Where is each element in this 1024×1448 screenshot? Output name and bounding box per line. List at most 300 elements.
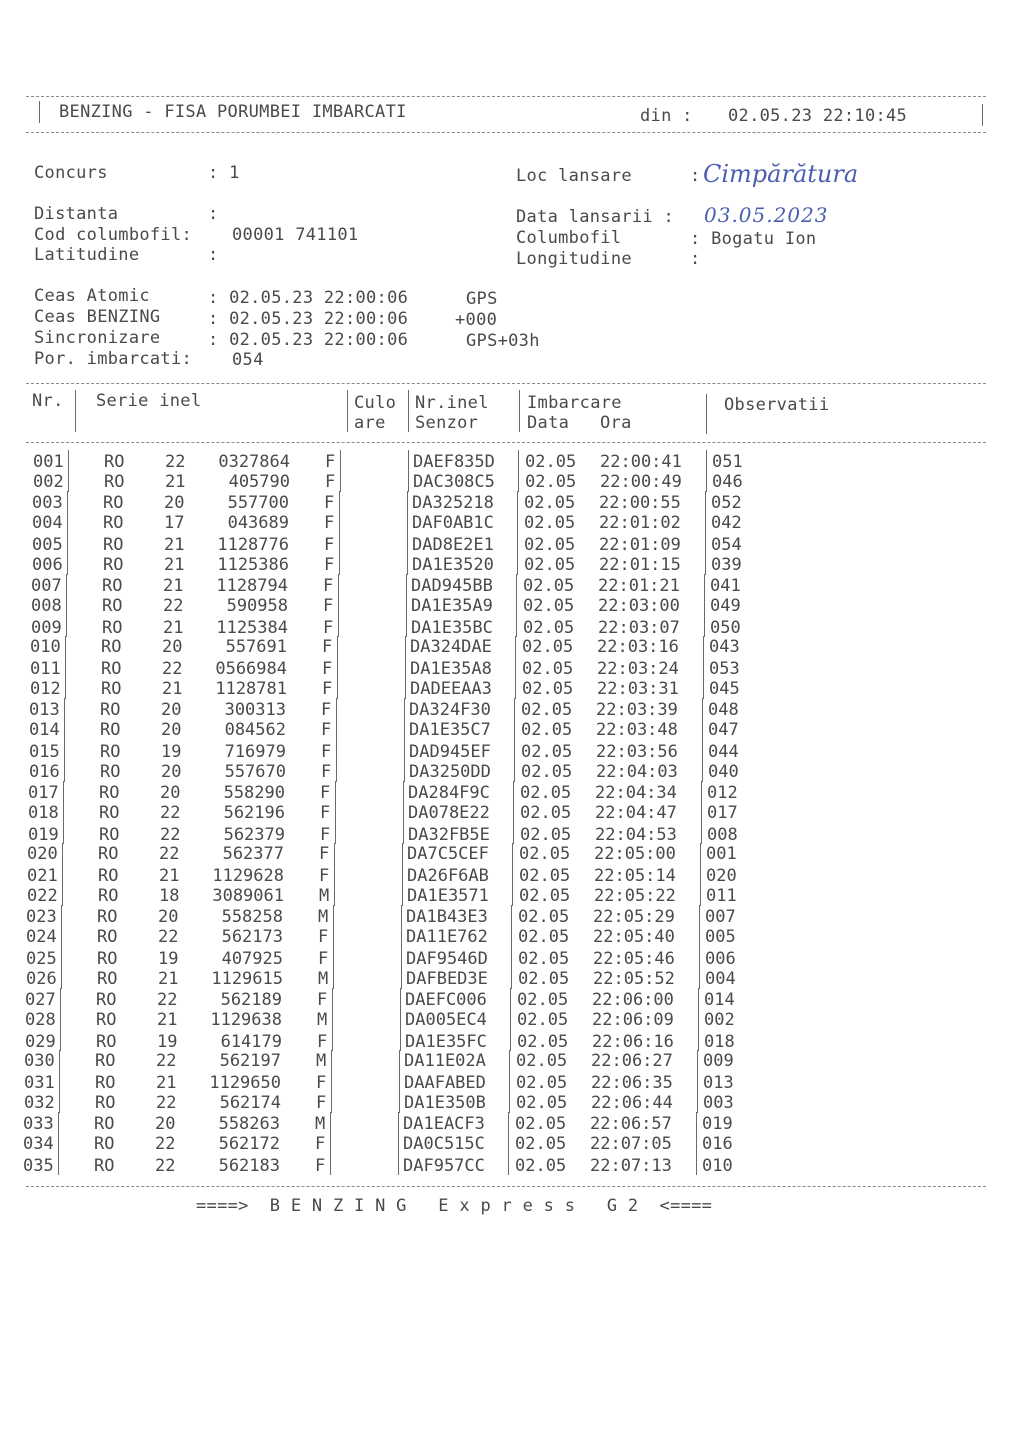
header-right-bar xyxy=(982,104,983,126)
row-divider xyxy=(407,554,408,575)
row-divider xyxy=(518,450,519,471)
row-divider xyxy=(705,554,706,575)
cell-sensor: DA078E22 xyxy=(408,802,490,823)
row-divider xyxy=(517,512,518,533)
row-divider xyxy=(66,616,67,637)
row-divider xyxy=(701,823,702,844)
table-row xyxy=(0,802,1024,823)
cell-country: RO xyxy=(97,968,118,989)
cell-sex: F xyxy=(317,990,328,1011)
cell-country: RO xyxy=(104,471,125,492)
cell-ring: 557700 xyxy=(227,493,289,514)
row-divider xyxy=(516,616,517,637)
cell-ring: 716979 xyxy=(224,741,286,762)
cell-sensor: DAF0AB1C xyxy=(412,513,494,534)
cell-nr: 023 xyxy=(26,907,57,928)
cell-time: 22:04:34 xyxy=(595,783,677,804)
cell-ring: 558290 xyxy=(223,783,285,804)
cell-sensor: DA005EC4 xyxy=(405,1009,487,1030)
cell-observatii: 050 xyxy=(710,617,741,638)
row-divider xyxy=(514,761,515,782)
row-divider xyxy=(59,1050,60,1071)
cell-sex: F xyxy=(323,617,334,638)
cell-nr: 001 xyxy=(33,452,64,472)
cell-date: 02.05 xyxy=(524,493,576,514)
table-row xyxy=(0,947,1024,968)
cell-date: 02.05 xyxy=(516,1073,568,1093)
col-ora: Ora xyxy=(600,413,632,433)
cell-sensor: DA284F9C xyxy=(408,783,490,804)
row-divider xyxy=(335,802,336,823)
cell-date: 02.05 xyxy=(523,576,575,597)
cell-sex: F xyxy=(321,761,332,782)
cell-year: 21 xyxy=(163,576,184,597)
cell-date: 02.05 xyxy=(522,659,574,679)
table-row xyxy=(0,512,1024,533)
data-lansarii-handwritten: 03.05.2023 xyxy=(704,203,829,227)
sincronizare-value: : 02.05.23 22:00:06 xyxy=(208,330,409,350)
cell-sex: F xyxy=(321,720,332,741)
row-divider xyxy=(407,512,408,533)
concurs-label: Concurs xyxy=(34,163,108,183)
cell-ring: 405790 xyxy=(228,471,290,492)
cell-sex: M xyxy=(318,907,329,928)
cell-country: RO xyxy=(102,617,123,638)
row-divider xyxy=(63,781,64,802)
row-divider xyxy=(58,1133,59,1154)
row-divider xyxy=(513,802,514,823)
date-value: 02.05.23 22:10:45 xyxy=(728,106,908,126)
row-divider xyxy=(399,1050,400,1071)
cell-country: RO xyxy=(99,824,120,845)
row-divider xyxy=(400,1030,401,1051)
cell-ring: 562197 xyxy=(219,1051,281,1072)
table-row xyxy=(0,1133,1024,1154)
row-divider xyxy=(338,616,339,637)
col-senzor: Senzor xyxy=(415,413,479,433)
row-divider xyxy=(516,595,517,616)
header-left-bar xyxy=(39,101,40,123)
row-divider xyxy=(509,1050,510,1071)
row-divider xyxy=(64,719,65,740)
cell-ring: 1129650 xyxy=(209,1073,281,1093)
row-divider xyxy=(696,1112,697,1133)
cell-date: 02.05 xyxy=(521,761,573,782)
cell-observatii: 008 xyxy=(707,824,738,845)
cell-time: 22:04:03 xyxy=(596,761,678,782)
row-divider xyxy=(331,1071,332,1092)
row-divider xyxy=(398,1154,399,1175)
row-divider xyxy=(340,450,341,471)
row-divider xyxy=(336,719,337,740)
cell-sex: F xyxy=(322,659,333,679)
table-row xyxy=(0,595,1024,616)
row-divider xyxy=(334,885,335,906)
cell-time: 22:00:49 xyxy=(600,471,682,492)
cell-year: 22 xyxy=(155,1155,176,1176)
row-divider xyxy=(699,905,700,926)
cell-ring: 557691 xyxy=(225,637,287,658)
cell-year: 20 xyxy=(161,720,182,741)
cell-observatii: 007 xyxy=(705,907,736,928)
cell-sensor: DAAFABED xyxy=(404,1073,486,1093)
cell-sex: F xyxy=(320,824,331,845)
cell-year: 22 xyxy=(159,844,180,865)
row-divider xyxy=(60,1009,61,1030)
cell-year: 21 xyxy=(164,554,185,575)
cell-sex: M xyxy=(319,885,330,906)
row-divider xyxy=(68,471,69,492)
cell-time: 22:01:15 xyxy=(599,554,681,575)
cell-ring: 562189 xyxy=(220,990,282,1011)
cell-ring: 1128781 xyxy=(215,678,287,699)
row-divider xyxy=(334,843,335,864)
document-title: BENZING - FISA PORUMBEI IMBARCATI xyxy=(59,102,407,122)
cell-sex: F xyxy=(318,948,329,969)
cell-nr: 018 xyxy=(28,802,59,823)
cell-date: 02.05 xyxy=(518,927,570,948)
cell-sensor: DA32FB5E xyxy=(408,824,490,845)
cod-columbofil-label: Cod columbofil: xyxy=(34,225,193,245)
cell-sensor: DADEEAA3 xyxy=(410,678,492,699)
cell-ring: 558263 xyxy=(218,1114,280,1135)
row-divider xyxy=(333,905,334,926)
cell-sensor: DAEFC006 xyxy=(405,990,487,1011)
cell-ring: 043689 xyxy=(227,513,289,534)
cell-nr: 013 xyxy=(29,700,60,721)
row-divider xyxy=(510,988,511,1009)
cell-year: 21 xyxy=(164,534,185,555)
cell-sensor: DA1E35FC xyxy=(405,1031,487,1052)
col-nr-inel: Nr.inel xyxy=(415,393,489,413)
date-label: din : xyxy=(640,106,693,126)
ceas-benzing-value: : 02.05.23 22:00:06 xyxy=(208,309,409,329)
row-divider xyxy=(702,698,703,719)
row-divider xyxy=(404,719,405,740)
cell-year: 20 xyxy=(155,1114,176,1135)
cell-ring: 562196 xyxy=(223,802,285,823)
cell-time: 22:05:52 xyxy=(593,968,675,989)
cell-country: RO xyxy=(101,659,122,679)
cell-observatii: 009 xyxy=(703,1051,734,1072)
cell-year: 22 xyxy=(156,1092,177,1113)
row-divider xyxy=(67,491,68,512)
table-row xyxy=(0,554,1024,575)
cell-time: 22:07:05 xyxy=(590,1134,672,1155)
cell-time: 22:03:48 xyxy=(596,720,678,741)
row-divider xyxy=(338,595,339,616)
col-divider xyxy=(706,394,707,434)
cell-time: 22:05:22 xyxy=(594,885,676,906)
cell-nr: 033 xyxy=(23,1114,54,1135)
cell-sex: F xyxy=(315,1155,326,1176)
cell-time: 22:06:09 xyxy=(592,1009,674,1030)
cell-observatii: 012 xyxy=(707,783,738,804)
cell-observatii: 054 xyxy=(711,534,742,555)
cell-ring: 407925 xyxy=(221,948,283,969)
table-row xyxy=(0,450,1024,471)
cell-ring: 1129628 xyxy=(212,866,284,886)
cell-nr: 015 xyxy=(29,741,60,762)
latitudine-value: : xyxy=(208,245,219,265)
cell-nr: 009 xyxy=(31,617,62,638)
header-bottom-rule xyxy=(26,132,986,133)
cell-sex: F xyxy=(325,471,336,492)
row-divider xyxy=(333,926,334,947)
cell-year: 19 xyxy=(158,948,179,969)
row-divider xyxy=(509,1092,510,1113)
cell-country: RO xyxy=(98,885,119,906)
row-divider xyxy=(514,740,515,761)
table-row xyxy=(0,740,1024,761)
col-divider xyxy=(408,390,409,432)
cell-time: 22:06:27 xyxy=(591,1051,673,1072)
cell-nr: 035 xyxy=(23,1155,54,1176)
row-divider xyxy=(402,885,403,906)
row-divider xyxy=(706,471,707,492)
cell-sex: M xyxy=(316,1051,327,1072)
cell-sex: F xyxy=(322,637,333,658)
cell-ring: 562377 xyxy=(222,844,284,865)
table-bottom-rule xyxy=(26,1186,986,1187)
cell-observatii: 048 xyxy=(708,700,739,721)
cell-ring: 614179 xyxy=(220,1031,282,1052)
row-divider xyxy=(700,864,701,885)
cell-date: 02.05 xyxy=(525,452,577,472)
table-row xyxy=(0,864,1024,885)
row-divider xyxy=(513,823,514,844)
cell-sex: F xyxy=(315,1134,326,1155)
row-divider xyxy=(338,574,339,595)
cell-time: 22:04:47 xyxy=(595,802,677,823)
cell-nr: 034 xyxy=(23,1134,54,1155)
table-row xyxy=(0,1009,1024,1030)
row-divider xyxy=(407,491,408,512)
cell-time: 22:05:40 xyxy=(593,927,675,948)
cell-ring: 1125384 xyxy=(216,617,288,638)
table-row xyxy=(0,636,1024,657)
row-divider xyxy=(704,574,705,595)
cell-time: 22:03:39 xyxy=(596,700,678,721)
table-row xyxy=(0,719,1024,740)
cell-date: 02.05 xyxy=(524,554,576,575)
row-divider xyxy=(700,885,701,906)
row-divider xyxy=(63,802,64,823)
cell-sensor: DAF957CC xyxy=(403,1155,485,1176)
cell-observatii: 005 xyxy=(705,927,736,948)
row-divider xyxy=(515,657,516,678)
row-divider xyxy=(408,450,409,471)
row-divider xyxy=(705,512,706,533)
cell-time: 22:06:16 xyxy=(592,1031,674,1052)
row-divider xyxy=(332,1009,333,1030)
cell-date: 02.05 xyxy=(520,824,572,845)
table-row xyxy=(0,1154,1024,1175)
cell-country: RO xyxy=(103,534,124,555)
row-divider xyxy=(406,616,407,637)
cell-observatii: 052 xyxy=(711,493,742,514)
row-divider xyxy=(61,968,62,989)
cell-year: 21 xyxy=(162,678,183,699)
cell-time: 22:03:24 xyxy=(597,659,679,679)
cell-observatii: 020 xyxy=(706,866,737,886)
cell-sex: F xyxy=(319,866,330,886)
cell-observatii: 049 xyxy=(710,595,741,616)
cell-observatii: 044 xyxy=(708,741,739,762)
cell-time: 22:00:41 xyxy=(600,452,682,472)
cell-sensor: DA11E762 xyxy=(406,927,488,948)
cell-time: 22:05:29 xyxy=(593,907,675,928)
row-divider xyxy=(334,864,335,885)
row-divider xyxy=(512,843,513,864)
cell-year: 22 xyxy=(160,824,181,845)
row-divider xyxy=(706,450,707,471)
col-nr: Nr. xyxy=(32,391,64,411)
cell-country: RO xyxy=(97,948,118,969)
cell-year: 20 xyxy=(160,783,181,804)
cell-country: RO xyxy=(95,1073,116,1093)
cell-ring: 562379 xyxy=(223,824,285,845)
row-divider xyxy=(700,843,701,864)
cell-nr: 028 xyxy=(25,1009,56,1030)
cell-sensor: DA1E35A8 xyxy=(410,659,492,679)
cell-nr: 011 xyxy=(30,659,61,679)
row-divider xyxy=(65,657,66,678)
row-divider xyxy=(337,657,338,678)
row-divider xyxy=(406,595,407,616)
row-divider xyxy=(511,947,512,968)
cell-sensor: DAC308C5 xyxy=(413,471,495,492)
row-divider xyxy=(515,636,516,657)
cell-observatii: 053 xyxy=(709,659,740,679)
cell-time: 22:03:56 xyxy=(596,741,678,762)
cell-date: 02.05 xyxy=(518,948,570,969)
cell-date: 02.05 xyxy=(520,783,572,804)
row-divider xyxy=(401,905,402,926)
row-divider xyxy=(510,1030,511,1051)
cell-observatii: 046 xyxy=(712,471,743,492)
col-imbarcare: Imbarcare xyxy=(527,393,622,413)
table-row xyxy=(0,1050,1024,1071)
row-divider xyxy=(330,1133,331,1154)
cell-time: 22:06:57 xyxy=(590,1114,672,1135)
cell-time: 22:06:44 xyxy=(591,1092,673,1113)
table-row xyxy=(0,968,1024,989)
col-divider xyxy=(347,390,348,432)
cell-date: 02.05 xyxy=(517,1031,569,1052)
cell-nr: 008 xyxy=(31,595,62,616)
cell-nr: 024 xyxy=(26,927,57,948)
cell-ring: 562183 xyxy=(218,1155,280,1176)
cell-sensor: DA325218 xyxy=(412,493,494,514)
row-divider xyxy=(514,719,515,740)
row-divider xyxy=(703,636,704,657)
cell-nr: 022 xyxy=(27,885,58,906)
cell-time: 22:03:00 xyxy=(598,595,680,616)
cell-year: 21 xyxy=(158,968,179,989)
table-row xyxy=(0,616,1024,637)
cell-time: 22:06:00 xyxy=(592,990,674,1011)
cell-ring: 590958 xyxy=(226,595,288,616)
cell-country: RO xyxy=(96,990,117,1011)
cell-sex: M xyxy=(317,1009,328,1030)
row-divider xyxy=(509,1071,510,1092)
cell-year: 21 xyxy=(159,866,180,886)
cell-nr: 031 xyxy=(24,1073,55,1093)
table-row xyxy=(0,471,1024,492)
row-divider xyxy=(704,595,705,616)
row-divider xyxy=(517,554,518,575)
cell-country: RO xyxy=(104,452,125,472)
cell-time: 22:07:13 xyxy=(590,1155,672,1176)
row-divider xyxy=(65,678,66,699)
row-divider xyxy=(705,533,706,554)
ceas-benzing-label: Ceas BENZING xyxy=(34,307,161,327)
row-divider xyxy=(511,968,512,989)
table-row xyxy=(0,823,1024,844)
row-divider xyxy=(702,761,703,782)
row-divider xyxy=(402,843,403,864)
cell-country: RO xyxy=(100,761,121,782)
cell-sex: M xyxy=(315,1114,326,1135)
cell-nr: 003 xyxy=(32,493,63,514)
row-divider xyxy=(405,657,406,678)
cell-sensor: DA3250DD xyxy=(409,761,491,782)
table-row xyxy=(0,781,1024,802)
cell-ring: 562173 xyxy=(221,927,283,948)
cell-country: RO xyxy=(99,802,120,823)
row-divider xyxy=(701,781,702,802)
loc-lansare-label: Loc lansare xyxy=(516,166,632,186)
cell-date: 02.05 xyxy=(523,617,575,638)
row-divider xyxy=(404,740,405,761)
cell-nr: 017 xyxy=(28,783,59,804)
cell-sensor: DAF9546D xyxy=(406,948,488,969)
sincronizare-suffix: GPS+03h xyxy=(466,331,540,351)
cell-sensor: DAEF835D xyxy=(413,452,495,472)
cell-sensor: DA1E35BC xyxy=(411,617,493,638)
cell-date: 02.05 xyxy=(523,595,575,616)
cell-nr: 019 xyxy=(28,824,59,845)
cell-time: 22:01:02 xyxy=(599,513,681,534)
cell-sex: F xyxy=(323,595,334,616)
row-divider xyxy=(58,1154,59,1175)
cell-observatii: 051 xyxy=(712,452,743,472)
row-divider xyxy=(64,740,65,761)
row-divider xyxy=(331,1050,332,1071)
row-divider xyxy=(697,1050,698,1071)
cell-year: 20 xyxy=(158,907,179,928)
cell-year: 19 xyxy=(157,1031,178,1052)
cell-sex: F xyxy=(320,783,331,804)
row-divider xyxy=(508,1133,509,1154)
cell-country: RO xyxy=(103,554,124,575)
longitudine-value: : xyxy=(690,249,701,269)
distanta-value: : xyxy=(208,204,219,224)
cell-observatii: 042 xyxy=(711,513,742,534)
cell-sex: F xyxy=(322,678,333,699)
cell-ring: 0566984 xyxy=(215,659,287,679)
cell-year: 21 xyxy=(165,471,186,492)
loc-lansare-handwritten: Cimpărătura xyxy=(703,160,859,188)
cell-sex: M xyxy=(318,968,329,989)
cell-observatii: 006 xyxy=(705,948,736,969)
cell-observatii: 011 xyxy=(706,885,737,906)
cell-country: RO xyxy=(103,493,124,514)
concurs-value: : 1 xyxy=(208,163,240,183)
row-divider xyxy=(59,1092,60,1113)
row-divider xyxy=(512,864,513,885)
